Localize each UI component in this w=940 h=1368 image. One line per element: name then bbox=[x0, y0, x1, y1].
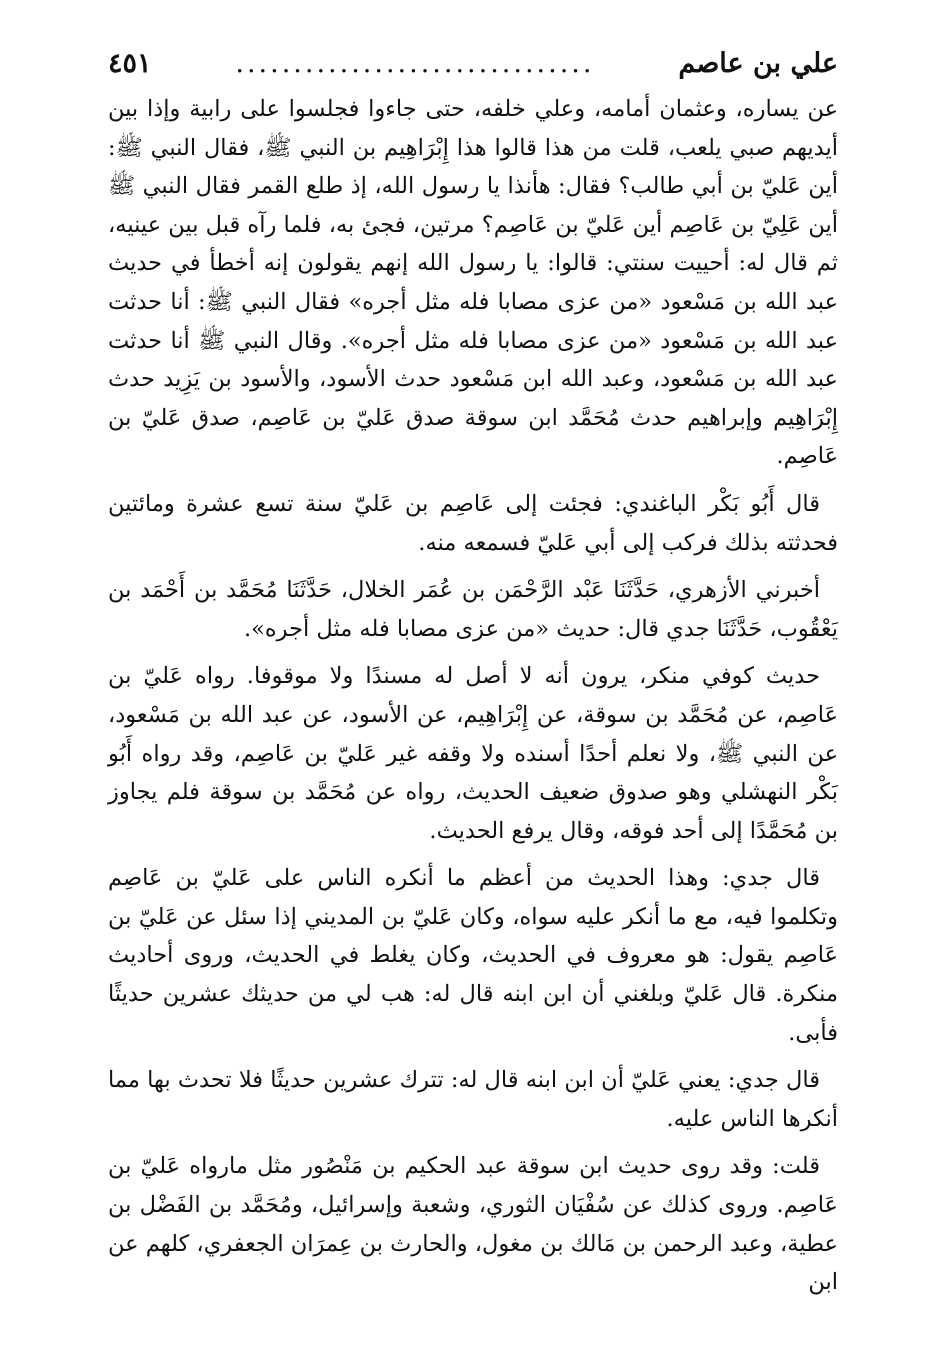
paragraph: قلت: وقد روى حديث ابن سوقة عبد الحكيم بن مَنْصُور مثل مارواه عَليّ بن عَاصِم. وروى كذلك عن سُفْيَان الثوري، وشعبة وإسرائيل، ومُحَمَّد بن الفَضْل بن عطية، وعبد الرحمن بن مَالك بن مغول، والحارث بن عِمرَان الجعفري، كلهم عن ابن bbox=[108, 1153, 838, 1296]
paragraph: قال جدي: يعني عَليّ أن ابن ابنه قال له: تترك عشرين حديثًا فلا تحدث بها مما أنكرها الناس عليه. bbox=[108, 1067, 838, 1132]
page-number: ٤٥١ bbox=[108, 48, 152, 79]
paragraph: أخبرني الأزهري، حَدَّثَنَا عَبْد الرَّحْمَن بن عُمَر الخلال، حَدَّثَنَا مُحَمَّد بن أَحْمَد بن يَعْقُوب، حَدَّثَنَا جدي قال: حديث «من عزى مصابا فله مثل أجره». bbox=[108, 577, 838, 642]
running-header bbox=[108, 38, 838, 90]
paragraph: قال أَبُو بَكْر الباغندي: فجئت إلى عَاصِم بن عَليّ سنة تسع عشرة ومائتين فحدثته بذلك فركب إلى أبي عَليّ فسمعه منه. bbox=[108, 490, 838, 556]
paragraph: قال جدي: وهذا الحديث من أعظم ما أنكره الناس على عَليّ بن عَاصِم وتكلموا فيه، مع ما أنكر عليه سواه، وكان عَليّ بن المديني إذا سئل عن عَليّ بن عَاصِم يقول: هو معروف في الحديث، وكان يغلط في الحديث، وروى أحاديث منكرة. قال عَليّ وبلغني أن ابن ابنه قال له: هب لي من حديثك عشرين حديثًا فأبى. bbox=[108, 865, 838, 1046]
paragraph: حديث كوفي منكر، يرون أنه لا أصل له مسندًا ولا موقوفا. رواه عَليّ بن عَاصِم، عن مُحَمَّد بن سوقة، عن إِبْرَاهِيم، عن الأسود، عن عبد الله بن مَسْعود، عن النبي ﷺ، ولا نعلم أحدًا أسنده ولا وقفه غير عَليّ بن عَاصِم، وقد رواه أَبُو بَكْر النهشلي وهو صدوق ضعيف الحديث، رواه عن مُحَمَّد بن سوقة فلم يجاوز بن مُحَمَّدًا إلى أحد فوقه، وقال يرفع الحديث. bbox=[108, 663, 838, 844]
body-text bbox=[108, 90, 838, 1302]
chapter-title: علي بن عاصم bbox=[678, 48, 838, 79]
leader-dots: ............................... bbox=[235, 48, 595, 79]
paragraph: عن يساره، وعثمان أمامه، وعلي خلفه، حتى جاءوا فجلسوا على رابية وإذا بين أيديهم صبي يلعب، قلت من هذا قالوا هذا إِبْرَاهِيم بن النبي ﷺ، فقال النبي ﷺ: أين عَليّ بن أبي طالب؟ فقال: هأنذا يا رسول الله، إذ طلع القمر فقال النبي ﷺ أين عَلِيّ بن عَاصِم أين عَليّ بن عَاصِم؟ مرتين، فجئ به، فلما رآه قبل بين عينيه، ثم قال له: أحييت سنتي: قالوا: يا رسول الله إنهم يقولون إنه أخطأ في حديث عبد الله بن مَسْعود «من عزى مصابا فله مثل أجره» فقال النبي ﷺ: أنا حدثت عبد الله بن مَسْعود «من عزى مصابا فله مثل أجره». وقال النبي ﷺ أنا حدثت عبد الله بن مَسْعود، وعبد الله ابن مَسْعود حدث الأسود، والأسود بن يَزِيد حدث إِبْرَاهِيم وإبراهيم حدث مُحَمَّد ابن سوقة صدق عَليّ بن عَاصِم، صدق عَليّ بن عَاصِم. bbox=[108, 96, 838, 470]
